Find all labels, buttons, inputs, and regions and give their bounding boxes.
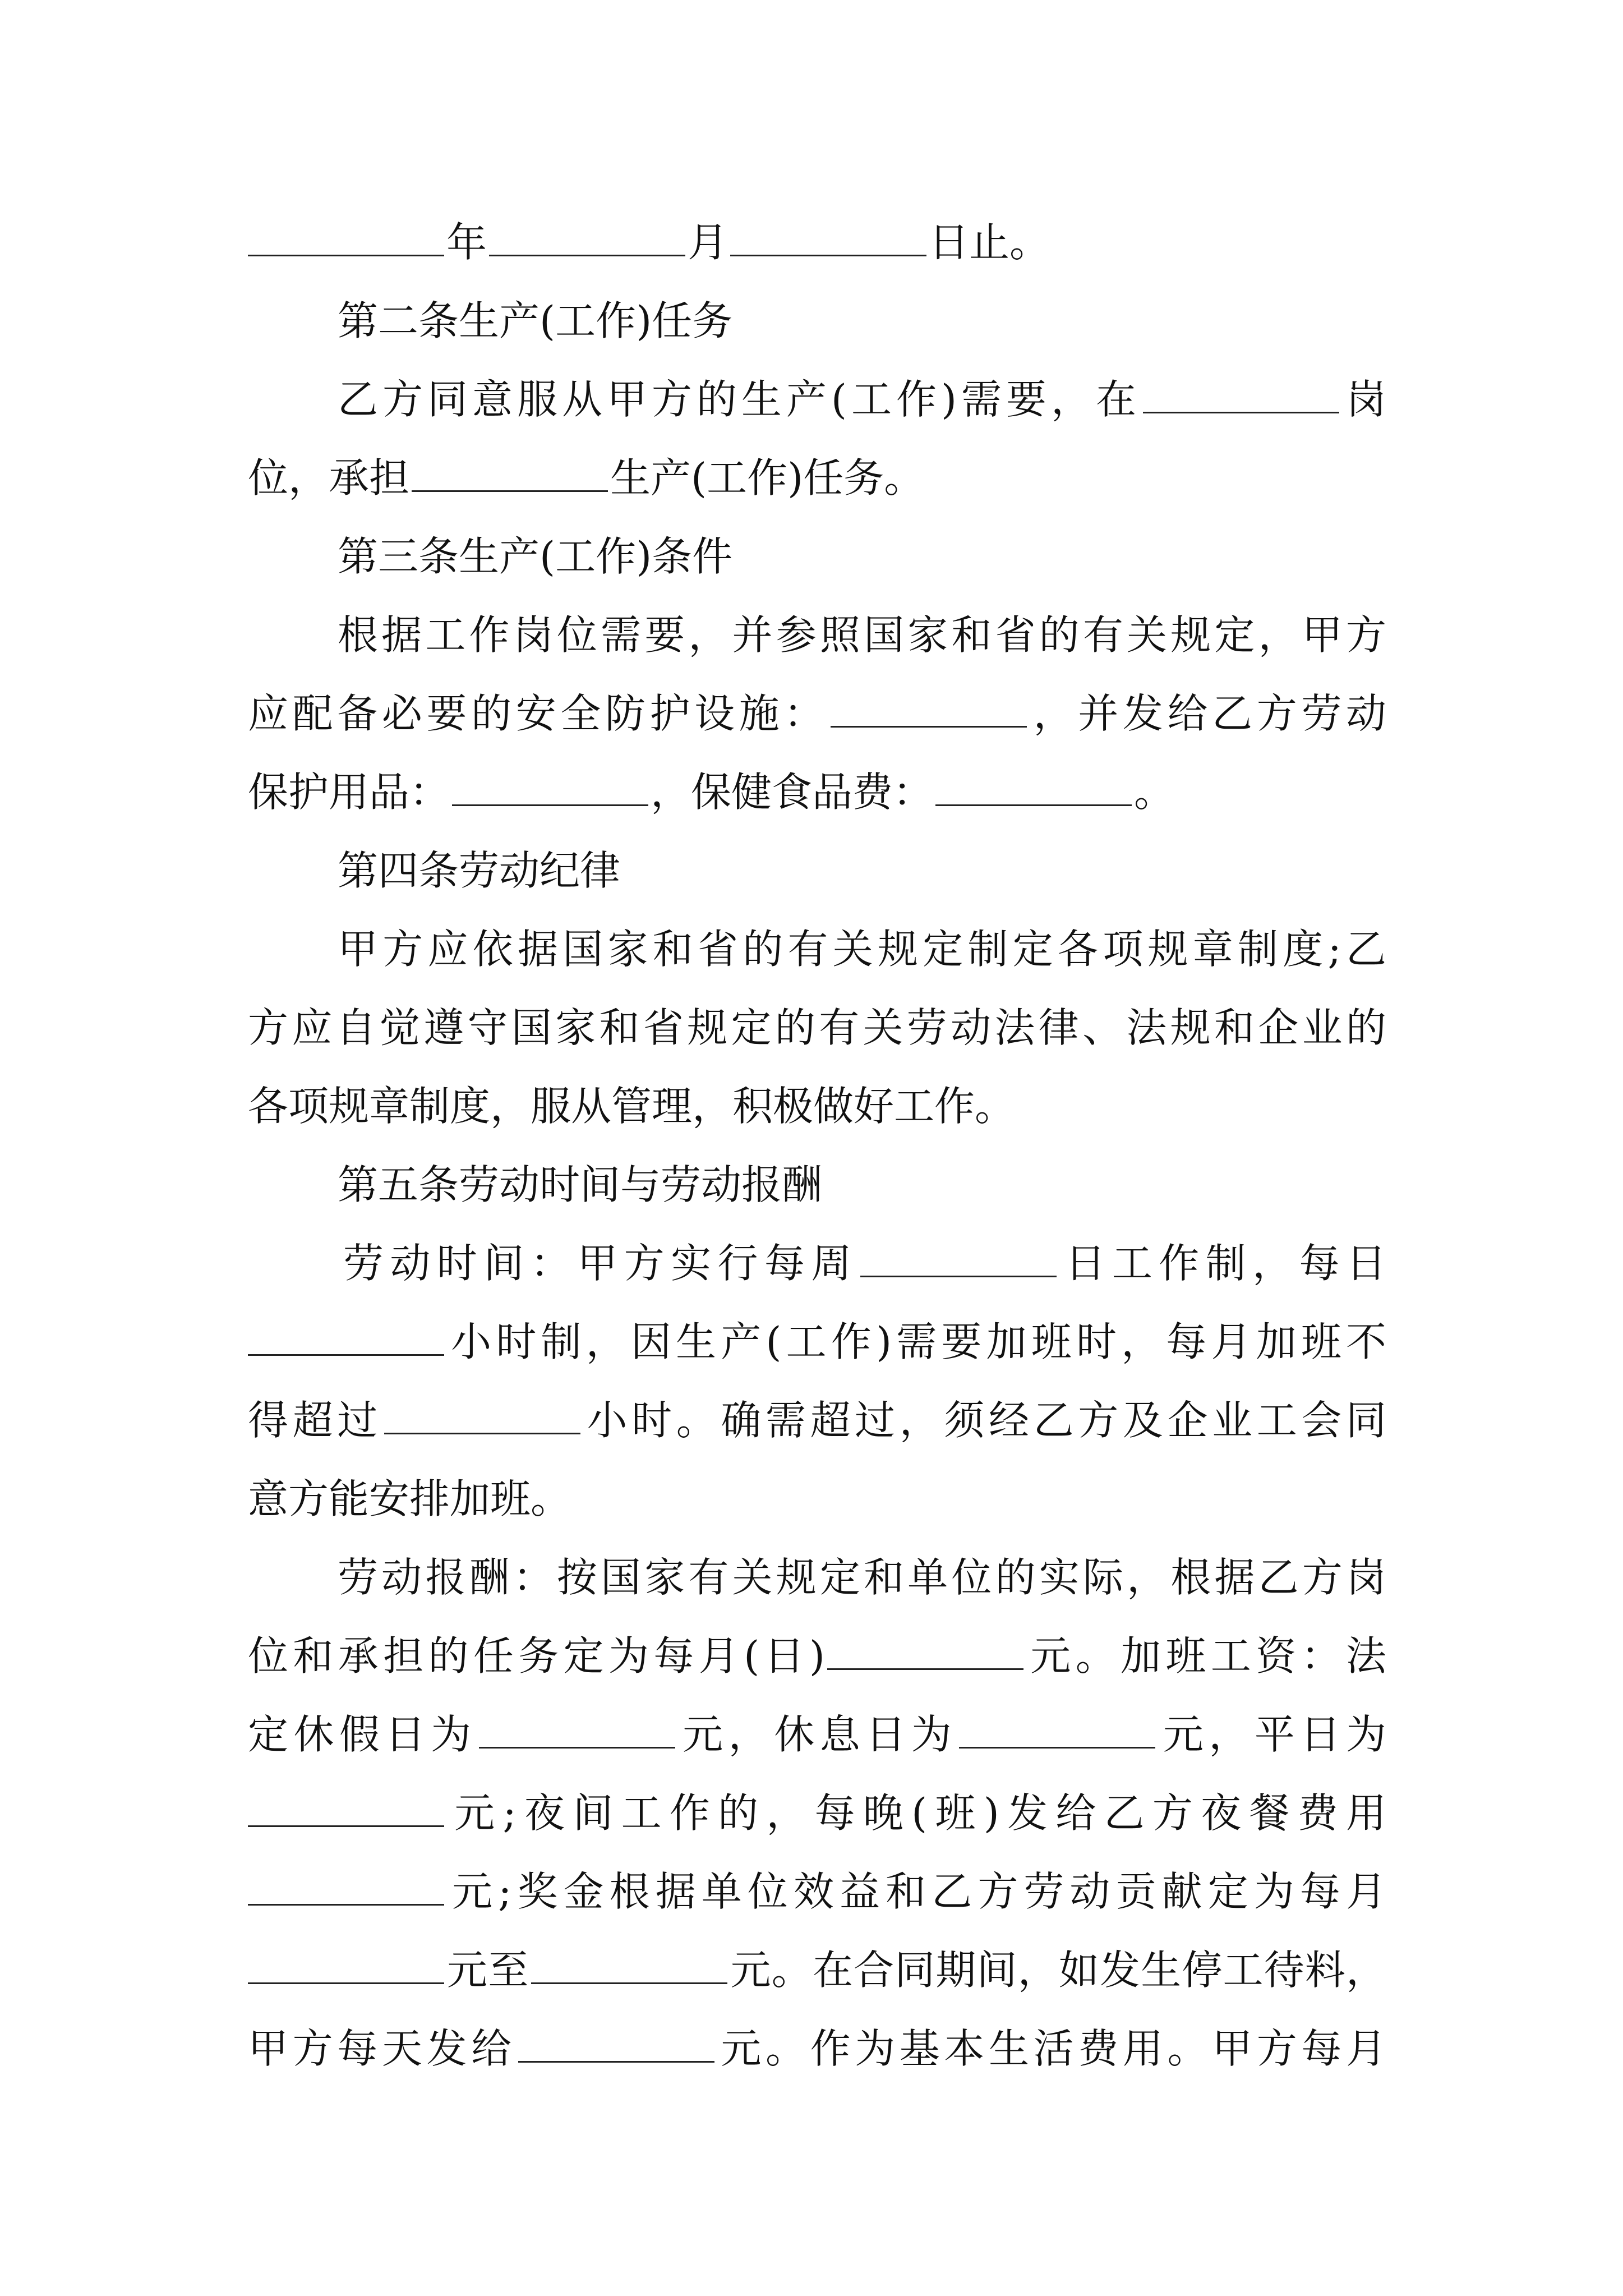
text-segment: 月 bbox=[688, 219, 728, 266]
text-segment: 第五条劳动时间与劳动报酬 bbox=[338, 1161, 823, 1208]
text-segment: 乙方同意服从甲方的生产(工作)需要，在 bbox=[338, 376, 1141, 423]
fill-blank[interactable] bbox=[384, 1396, 580, 1434]
text-line bbox=[248, 1785, 1386, 1841]
text-line bbox=[248, 1000, 1386, 1056]
text-segment: 应配备必要的安全防护设施： bbox=[248, 690, 829, 737]
text-segment: 元;夜间工作的，每晚(班)发给乙方夜餐费用 bbox=[446, 1789, 1386, 1837]
fill-blank[interactable] bbox=[248, 218, 444, 256]
text-segment: 生产(工作)任务。 bbox=[610, 454, 925, 501]
text-segment: 元。在合同期间，如发生停工待料， bbox=[730, 1947, 1386, 1994]
text-segment: 日工作制，每日 bbox=[1058, 1240, 1386, 1287]
text-line bbox=[248, 1078, 1386, 1134]
text-segment: 元，平日为 bbox=[1158, 1711, 1386, 1758]
text-line bbox=[248, 2021, 1386, 2077]
text-segment: 岗 bbox=[1341, 376, 1386, 423]
text-segment: ，并发给乙方劳动 bbox=[1029, 690, 1386, 737]
text-segment: 元;奖金根据单位效益和乙方劳动贡献定为每月 bbox=[446, 1868, 1386, 1915]
text-line bbox=[338, 1549, 1386, 1605]
article-heading bbox=[338, 1157, 1386, 1213]
text-segment: 元。作为基本生活费用。甲方每月 bbox=[716, 2025, 1386, 2072]
fill-blank[interactable] bbox=[248, 1945, 444, 1984]
text-segment: 第三条生产(工作)条件 bbox=[338, 533, 733, 580]
article-heading bbox=[338, 843, 1386, 899]
text-line bbox=[248, 685, 1386, 742]
fill-blank[interactable] bbox=[730, 218, 926, 256]
text-segment: 元至 bbox=[446, 1947, 529, 1994]
fill-blank[interactable] bbox=[248, 1317, 444, 1356]
text-segment: 位，承担 bbox=[248, 454, 410, 501]
article-heading bbox=[338, 293, 1386, 349]
text-segment: 第四条劳动纪律 bbox=[338, 847, 621, 894]
text-segment: ，保健食品费： bbox=[651, 769, 934, 816]
text-segment: 甲方应依据国家和省的有关规定制定各项规章制度;乙 bbox=[338, 926, 1386, 973]
text-segment: 定休假日为 bbox=[248, 1711, 477, 1758]
fill-blank[interactable] bbox=[531, 1945, 727, 1984]
fill-blank[interactable] bbox=[860, 1239, 1057, 1277]
text-line bbox=[248, 1392, 1386, 1448]
text-line bbox=[248, 1471, 1386, 1527]
text-segment: 元。加班工资：法 bbox=[1026, 1632, 1386, 1680]
text-segment: 位和承担的任务定为每月(日) bbox=[248, 1632, 826, 1680]
text-segment: 各项规章制度，服从管理，积极做好工作。 bbox=[248, 1083, 1016, 1130]
text-line bbox=[248, 764, 1386, 820]
text-segment: 劳动报酬：按国家有关规定和单位的实际，根据乙方岗 bbox=[338, 1554, 1386, 1601]
text-line bbox=[338, 371, 1386, 427]
text-segment: 。 bbox=[1134, 769, 1175, 816]
fill-blank[interactable] bbox=[827, 1631, 1023, 1670]
text-segment: 得超过 bbox=[248, 1397, 382, 1444]
fill-blank[interactable] bbox=[831, 689, 1027, 728]
text-segment: 小时。确需超过，须经乙方及企业工会同 bbox=[582, 1397, 1386, 1444]
fill-blank[interactable] bbox=[248, 1788, 444, 1827]
text-line bbox=[248, 214, 1386, 270]
text-line bbox=[248, 1706, 1386, 1763]
text-segment: 日止。 bbox=[929, 219, 1050, 266]
article-heading bbox=[338, 528, 1386, 585]
text-segment: 意方能安排加班。 bbox=[248, 1475, 571, 1522]
text-segment: 劳动时间：甲方实行每周 bbox=[343, 1240, 858, 1287]
text-segment: 年 bbox=[446, 219, 487, 266]
fill-blank[interactable] bbox=[1143, 375, 1339, 413]
text-segment: 小时制，因生产(工作)需要加班时，每月加班不 bbox=[446, 1318, 1386, 1365]
text-line bbox=[248, 1942, 1386, 1998]
text-segment: 方应自觉遵守国家和省规定的有关劳动法律、法规和企业的 bbox=[248, 1004, 1386, 1051]
text-line bbox=[248, 1864, 1386, 1920]
fill-blank[interactable] bbox=[935, 767, 1132, 806]
text-segment: 保护用品： bbox=[248, 769, 450, 816]
fill-blank[interactable] bbox=[248, 1867, 444, 1906]
fill-blank[interactable] bbox=[959, 1710, 1155, 1749]
text-line bbox=[338, 921, 1386, 977]
fill-blank[interactable] bbox=[452, 767, 648, 806]
text-segment: 第二条生产(工作)任务 bbox=[338, 297, 733, 344]
text-line bbox=[338, 607, 1386, 663]
text-segment: 甲方每天发给 bbox=[248, 2025, 516, 2072]
text-line bbox=[248, 1314, 1386, 1370]
text-segment: 元，休息日为 bbox=[677, 1711, 957, 1758]
fill-blank[interactable] bbox=[412, 453, 608, 492]
text-line bbox=[248, 1628, 1386, 1684]
text-line bbox=[248, 450, 1386, 506]
text-segment: 根据工作岗位需要，并参照国家和省的有关规定，甲方 bbox=[338, 611, 1386, 659]
text-line bbox=[343, 1235, 1386, 1291]
fill-blank[interactable] bbox=[479, 1710, 675, 1749]
fill-blank[interactable] bbox=[518, 2024, 714, 2063]
fill-blank[interactable] bbox=[489, 218, 685, 256]
